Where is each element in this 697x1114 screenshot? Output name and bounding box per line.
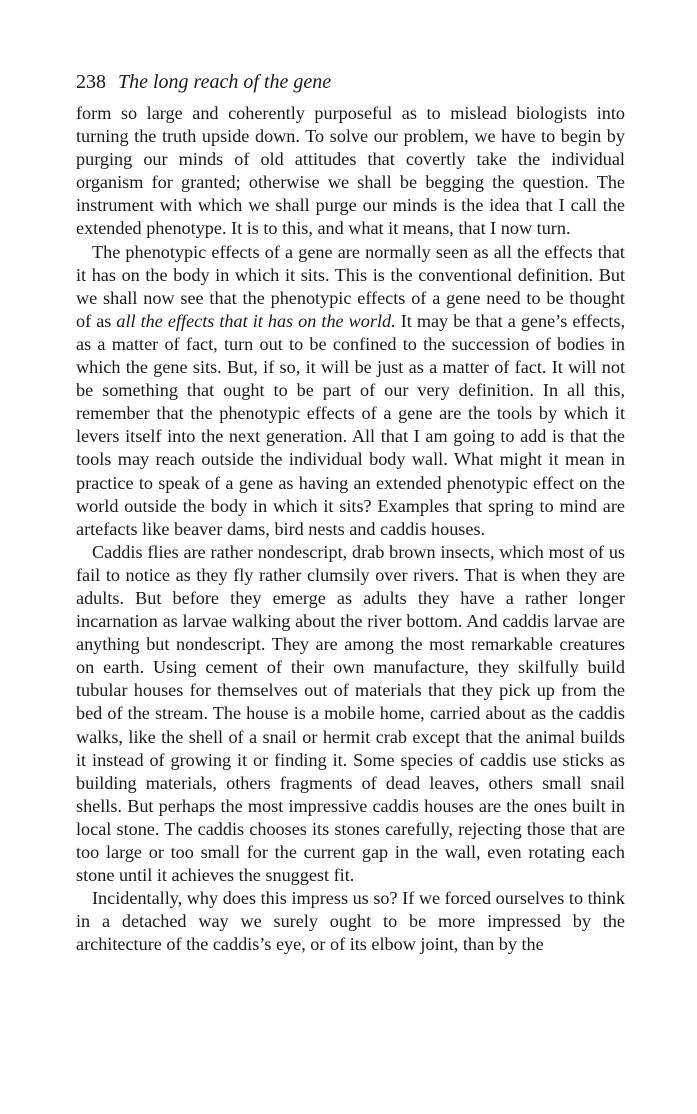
paragraph-2 <box>76 241 625 541</box>
paragraph-4: Incidentally, why does this impress us so? If we forced ourselves to think in a detached way we surely ought to be more impressed by the architecture of the caddis’s eye, or of its elbow joint, than by the <box>76 888 625 955</box>
running-title: The long reach of the gene <box>118 71 332 93</box>
paragraph-3: Caddis flies are rather nondescript, drab brown insects, which most of us fail to notice as they fly rather clumsily over rivers. That is when they are adults. But before they emerge as adults they have a rather longer incarnation as larvae walking about the river bottom. And caddis larvae are anything but nondescript. They are among the most remarkable creatures on earth. Using cement of their own manufacture, they skilfully build tubular houses for themselves out of materials that they pick up from the bed of the stream. The house is a mobile home, carried about as the caddis walks, like the shell of a snail or hermit crab except that the animal builds it instead of growing it or finding it. Some species of caddis use sticks as building materials, others fragments of dead leaves, others small snail shells. But perhaps the most impressive caddis houses are the ones built in local stone. The caddis chooses its stones carefully, rejecting those that are too large or too small for the current gap in the wall, even rotating each stone until it achieves the snuggest fit. <box>76 541 625 886</box>
running-head <box>76 70 625 94</box>
body-text <box>76 102 625 956</box>
paragraph-1: form so large and coherently purposeful as to mislead biologists into turning the truth upside down. To solve our problem, we have to begin by purging our minds of old attitudes that covertly take the individual organism for granted; otherwise we shall be begging the question. The instrument with which we shall purge our minds is the idea that I call the extended phenotype. It is to this, and what it means, that I now turn. <box>76 103 625 239</box>
page-number: 238 <box>76 71 106 93</box>
book-page <box>76 70 625 956</box>
paragraph-2-text-after: It may be that a gene’s effects, as a matter of fact, turn out to be confined to the succession of bodies in which the gene sits. But, if so, it will be just as a matter of fact. It will not be something that ought to be part of our very definition. In all this, remember that the phenotypic effects of a gene are the tools by which it levers itself into the next generation. All that I am going to add is that the tools may reach outside the individual body wall. What might it mean in practice to speak of a gene as having an extended phenotypic effect on the world outside the body in which it sits? Examples that spring to mind are artefacts like beaver dams, bird nests and caddis houses. <box>76 310 626 539</box>
paragraph-2-text-before: The phenotypic effects of a gene are normally seen as all the effects that it has on the body in which it sits. This is the conventional definition. But we shall now see that the phenotypic effects of a gene need to be thought of as <box>76 241 625 331</box>
paragraph-2-italic-phrase: all the effects that it has on the world. <box>116 310 396 331</box>
